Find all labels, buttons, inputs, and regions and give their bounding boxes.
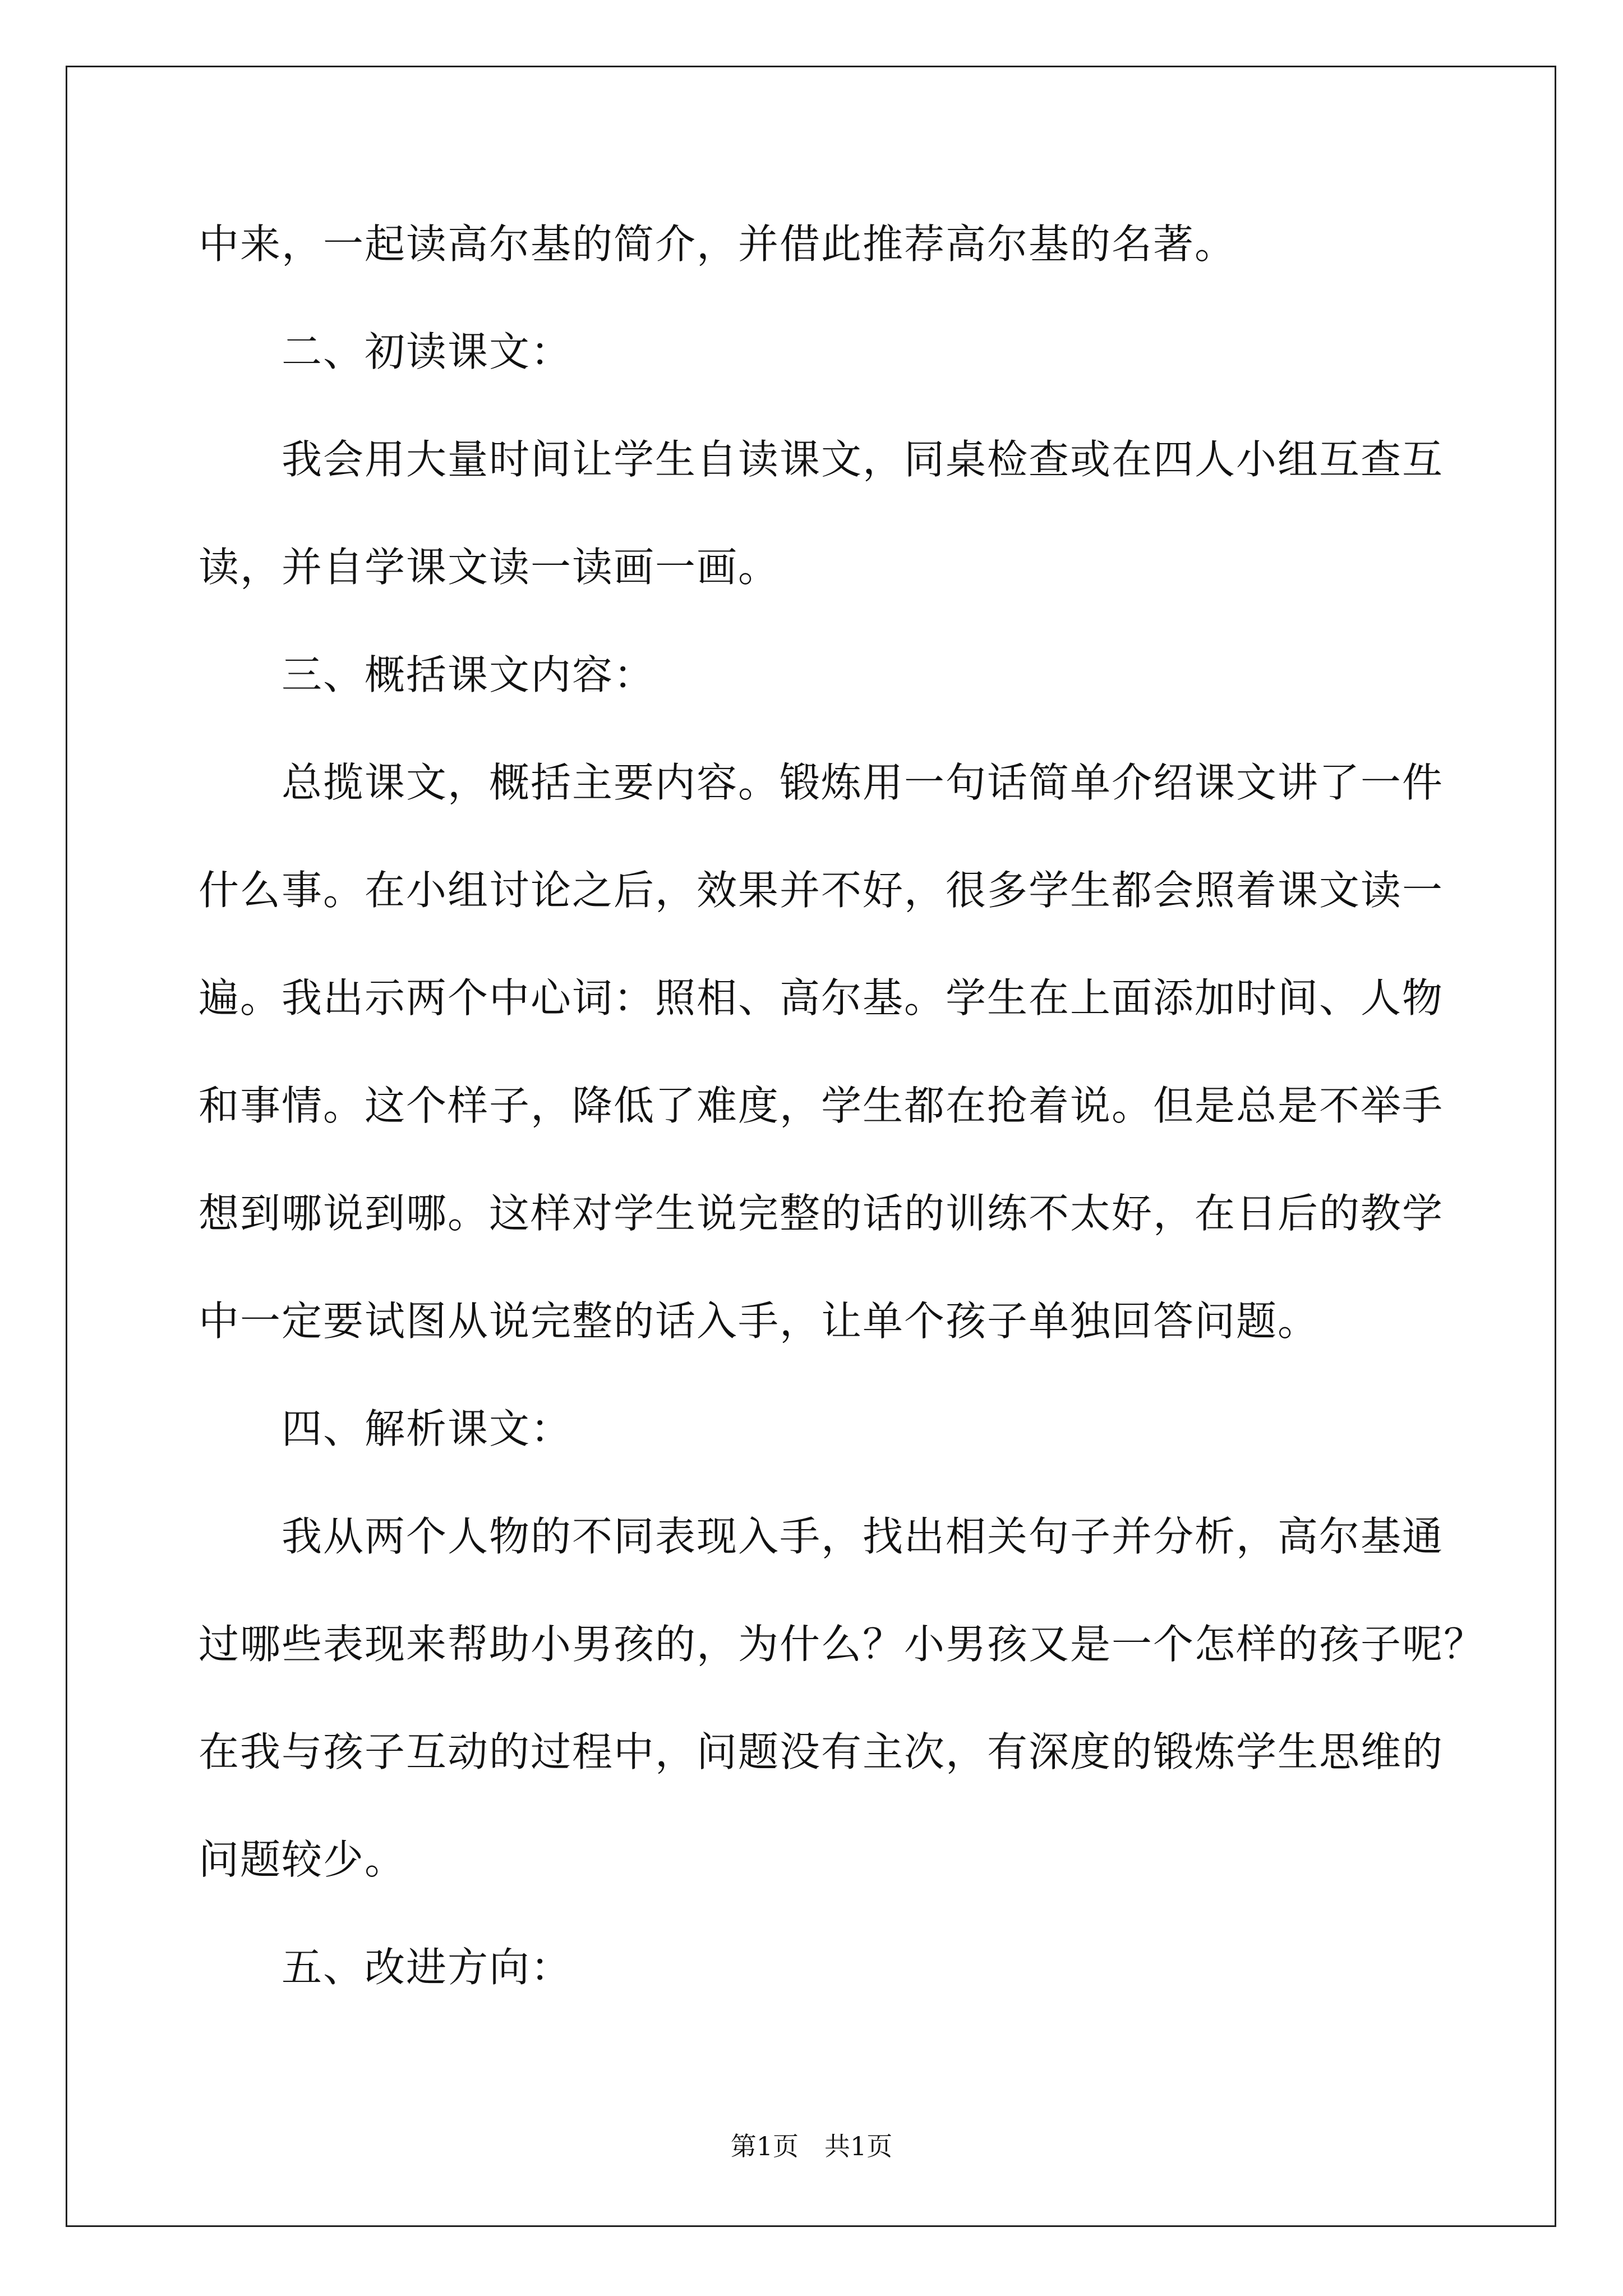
text-line: 中一定要试图从说完整的话入手，让单个孩子单独回答问题。 [199,1297,1320,1345]
text-line: 我会用大量时间让学生自读课文，同桌检查或在四人小组互查互 [282,436,1444,483]
page-number: 第1页 共1页 [730,2131,893,2161]
text-line: 在我与孩子互动的过程中，问题没有主次，有深度的锻炼学生思维的 [199,1728,1444,1775]
section-heading: 三、概括课文内容： [282,651,656,698]
text-line: 问题较少。 [199,1836,407,1883]
text-line: 想到哪说到哪。这样对学生说完整的话的训练不太好，在日后的教学 [199,1190,1444,1237]
text-line: 和事情。这个样子，降低了难度，学生都在抢着说。但是总是不举手 [199,1082,1444,1129]
section-heading: 四、解析课文： [282,1405,573,1452]
page-border [66,66,1556,2227]
text-line: 总揽课文，概括主要内容。锻炼用一句话简单介绍课文讲了一件 [282,759,1444,806]
text-line: 中来，一起读高尔基的简介，并借此推荐高尔基的名著。 [199,220,1237,268]
text-line: 读，并自学课文读一读画一画。 [199,544,780,591]
section-heading: 二、初读课文： [282,328,573,375]
text-line: 什么事。在小组讨论之后，效果并不好，很多学生都会照着课文读一 [199,867,1444,914]
text-line: 我从两个人物的不同表现入手，找出相关句子并分析，高尔基通 [282,1513,1444,1560]
section-heading: 五、改进方向： [282,1944,573,1991]
text-line: 过哪些表现来帮助小男孩的，为什么？小男孩又是一个怎样的孩子呢？ [199,1621,1486,1668]
text-line: 遍。我出示两个中心词：照相、高尔基。学生在上面添加时间、人物 [199,974,1444,1022]
